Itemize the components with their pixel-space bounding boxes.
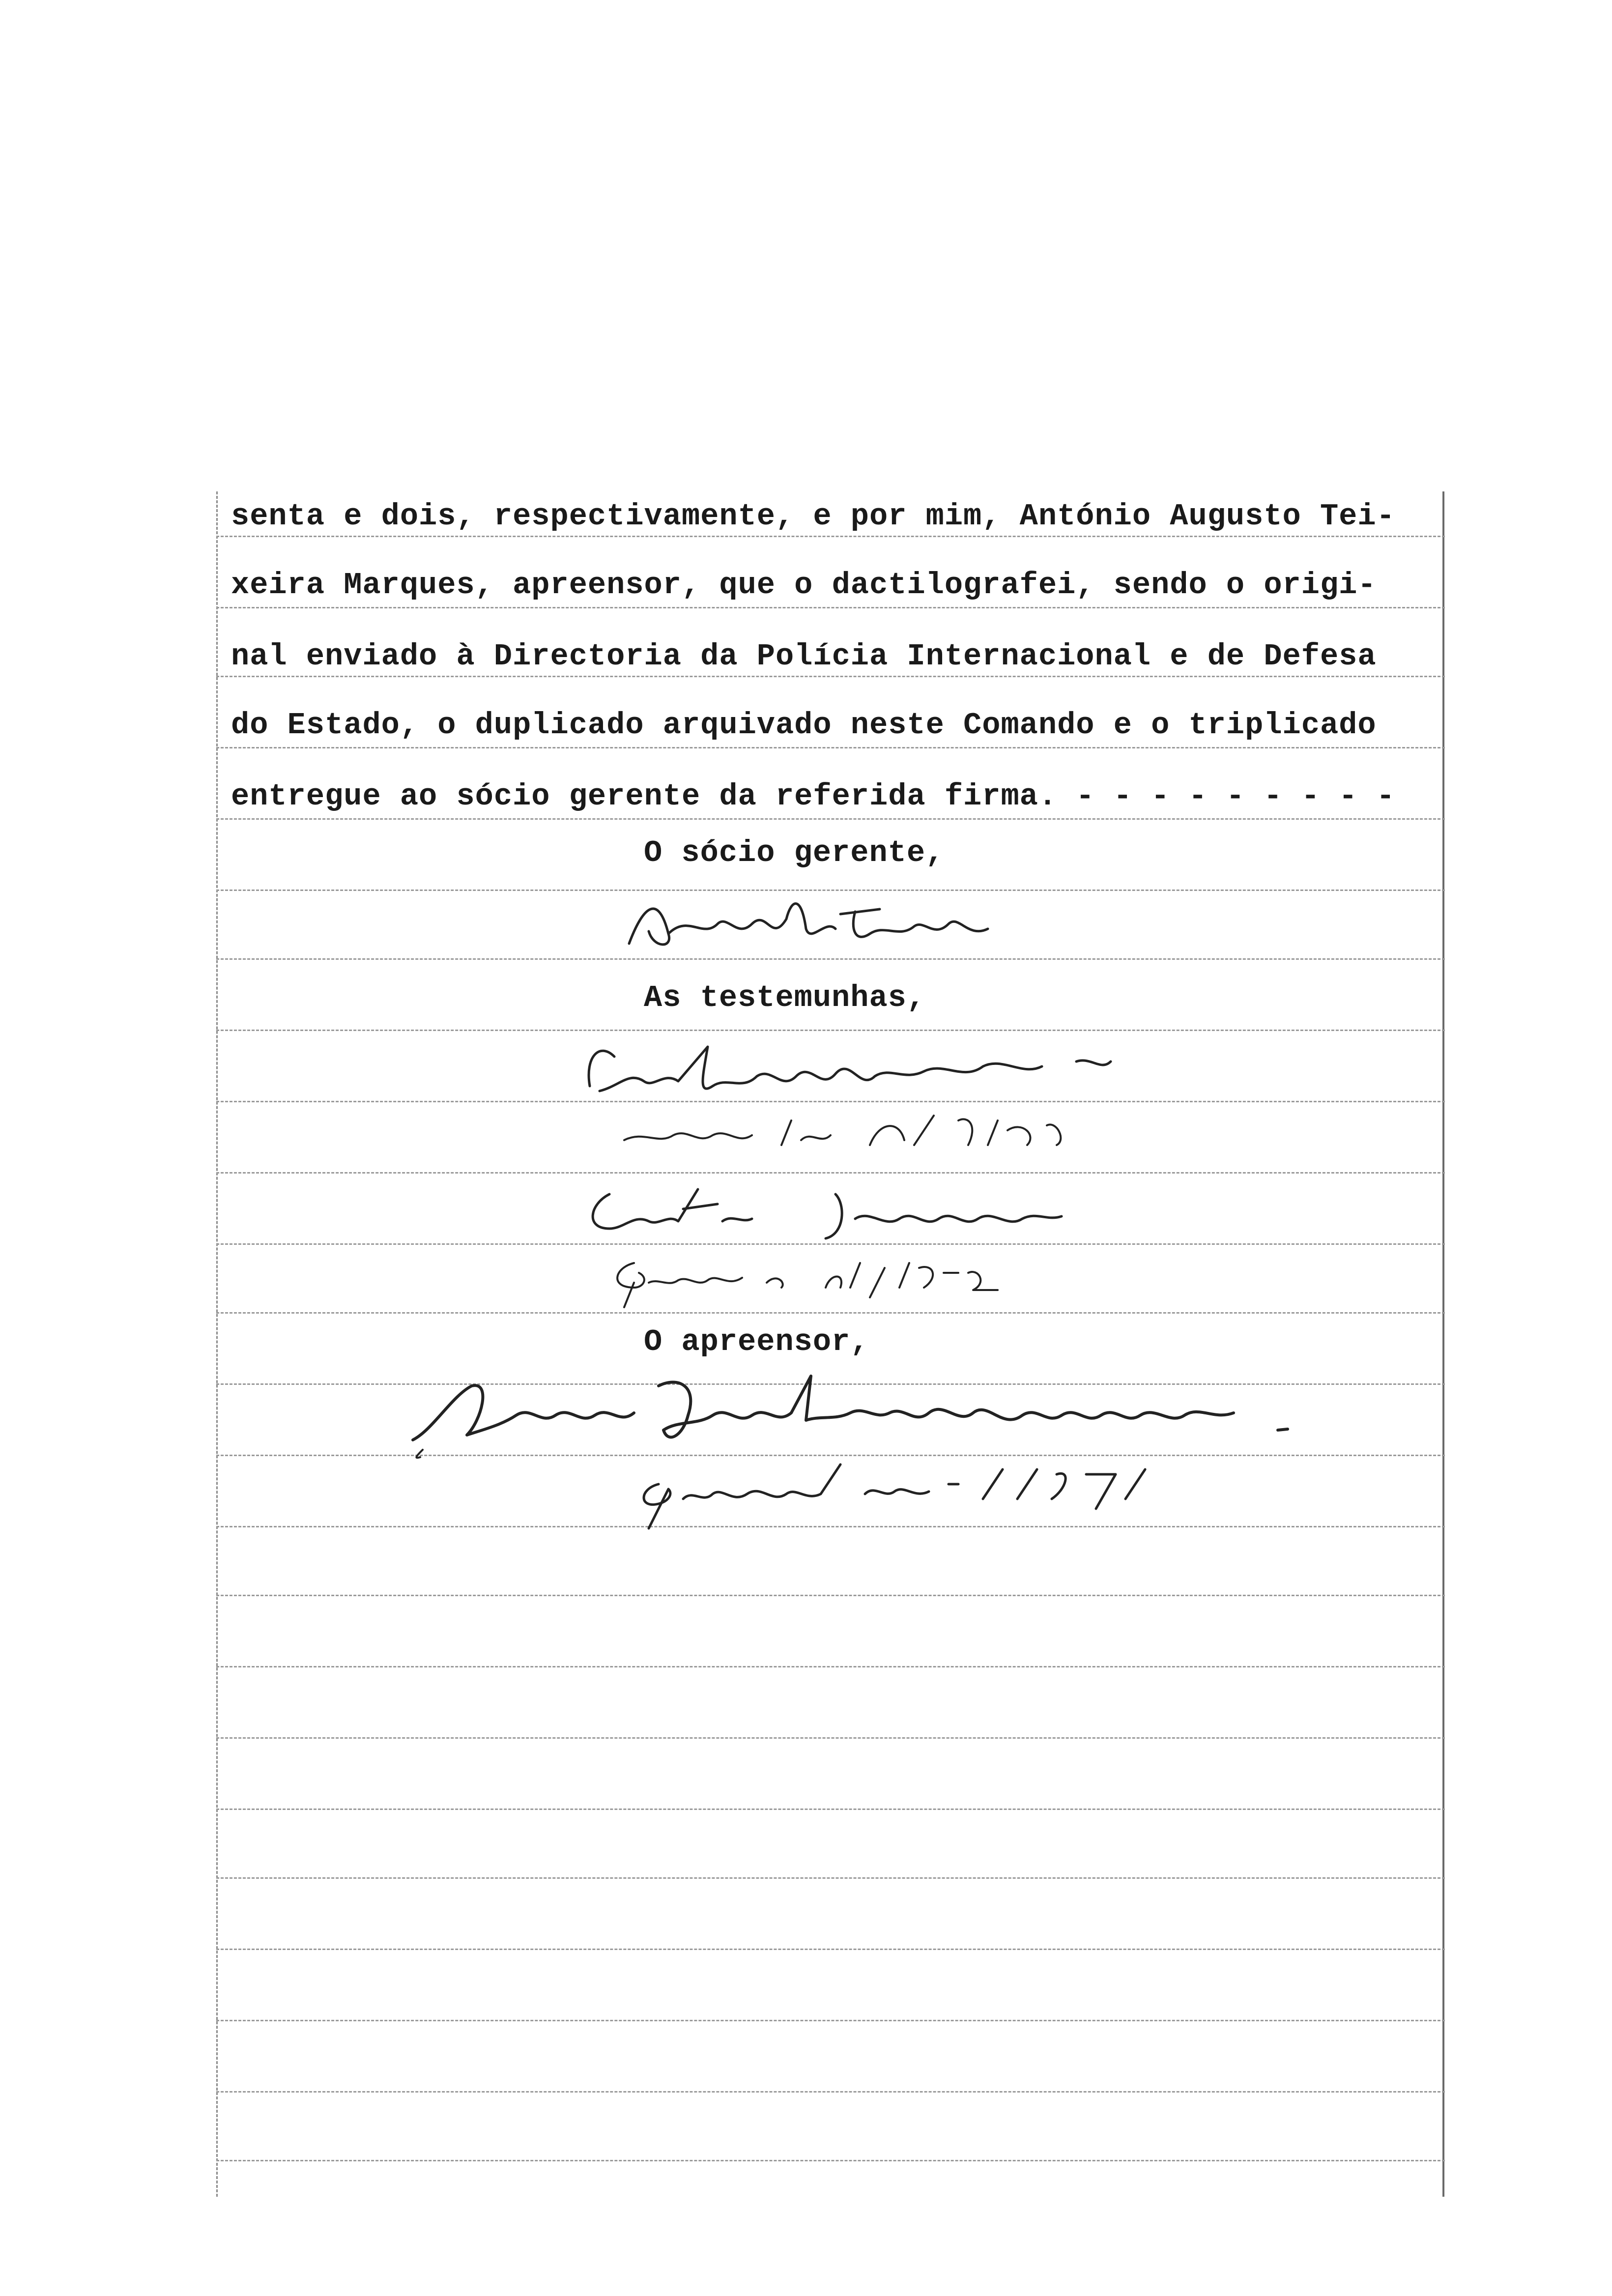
signature-apreensor-number (629, 1455, 1170, 1538)
signature-apreensor (403, 1366, 1366, 1464)
ruled-line (216, 2091, 1445, 2093)
ruled-line (216, 1312, 1445, 1314)
body-line-2: xeira Marques, apreensor, que o dactilografei, sendo o origi- (231, 568, 1377, 603)
ruled-line (216, 1808, 1445, 1810)
body-line-3: nal enviado à Directoria da Polícia Internacional e de Defesa (231, 639, 1377, 674)
body-line-5: entregue ao sócio gerente da referida firma. - - - - - - - - - (231, 779, 1395, 814)
signature-testemunha-1-number (614, 1101, 1155, 1160)
signature-testemunha-2 (580, 1175, 1121, 1243)
apreensor-label: O apreensor, (644, 1324, 869, 1359)
ruled-line (216, 607, 1445, 608)
body-line-4: do Estado, o duplicado arquivado neste Comando e o triplicado (231, 708, 1377, 743)
ruled-line (216, 1595, 1445, 1596)
ruled-line (216, 1666, 1445, 1667)
ruled-line (216, 818, 1445, 820)
ruled-line (216, 2160, 1445, 2161)
ruled-line (216, 1737, 1445, 1739)
signature-socio-gerente (624, 885, 998, 963)
ruled-line (216, 1877, 1445, 1879)
ruled-line (216, 747, 1445, 748)
ruled-line (216, 676, 1445, 677)
testemunhas-label: As testemunhas, (644, 980, 926, 1015)
socio-gerente-label: O sócio gerente, (644, 835, 945, 870)
signature-testemunha-1 (580, 1027, 1219, 1111)
ruled-line (216, 1949, 1445, 1950)
ruled-line (216, 2020, 1445, 2021)
body-line-1: senta e dois, respectivamente, e por mim, António Augusto Tei- (231, 499, 1395, 534)
ruled-line (216, 536, 1445, 537)
signature-testemunha-2-number (604, 1243, 1047, 1312)
ruled-line (216, 1172, 1445, 1174)
